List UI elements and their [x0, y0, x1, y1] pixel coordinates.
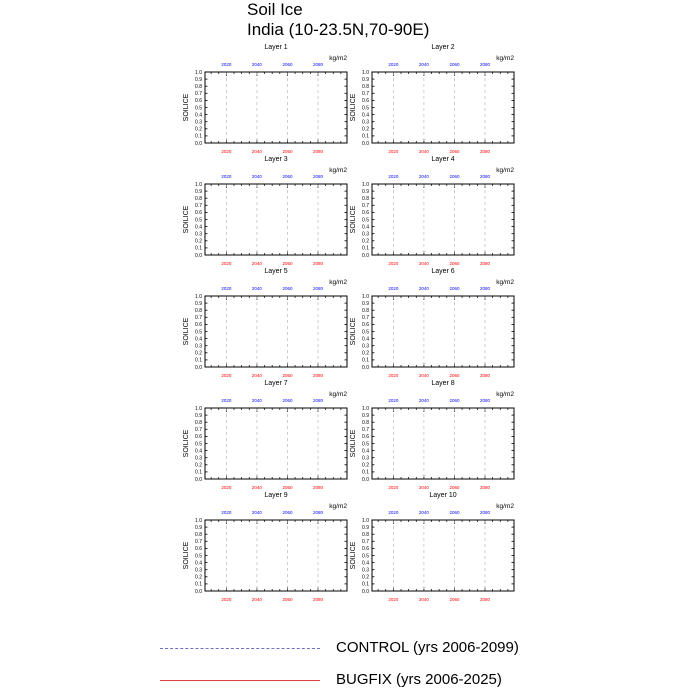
x-bottom-tick-label: 2060: [282, 373, 293, 378]
y-tick-label: 0.1: [362, 357, 369, 364]
y-tick-label: 0.1: [195, 357, 202, 364]
x-bottom-tick-label: 2080: [479, 261, 490, 266]
x-top-tick-label: 2080: [312, 286, 323, 291]
y-axis-label: SOILICE: [350, 205, 357, 234]
units-label: kg/m2: [329, 55, 347, 62]
panel-2: [350, 44, 514, 154]
x-top-tick-label: 2080: [479, 510, 490, 515]
y-tick-label: 0.4: [362, 112, 369, 119]
y-tick-label: 0.3: [195, 119, 202, 126]
x-top-tick-label: 2060: [282, 510, 293, 515]
legend-entry-bugfix: [160, 670, 580, 694]
y-tick-label: 0.2: [362, 462, 369, 469]
y-axis-label: SOILICE: [183, 93, 190, 122]
y-tick-label: 1.0: [195, 517, 202, 524]
x-top-tick-label: 2080: [312, 398, 323, 403]
y-tick-label: 0.0: [195, 476, 202, 483]
y-tick-label: 0.9: [195, 76, 202, 83]
y-tick-label: 0.0: [195, 252, 202, 259]
x-bottom-tick-label: 2060: [449, 373, 460, 378]
y-tick-label: 0.5: [362, 217, 369, 224]
x-bottom-tick-label: 2080: [479, 149, 490, 154]
y-axis-label: SOILICE: [350, 317, 357, 346]
y-axis-label: SOILICE: [183, 429, 190, 458]
x-bottom-tick-label: 2060: [449, 149, 460, 154]
y-axis-label: SOILICE: [183, 541, 190, 570]
y-tick-label: 0.8: [195, 532, 202, 538]
panel-title: Layer 2: [431, 44, 455, 51]
y-tick-label: 0.1: [195, 245, 202, 252]
x-top-tick-label: 2060: [449, 174, 460, 179]
y-tick-label: 0.7: [362, 427, 369, 434]
x-bottom-tick-label: 2080: [312, 597, 323, 602]
x-bottom-tick-label: 2080: [312, 485, 323, 490]
units-label: kg/m2: [329, 167, 347, 174]
y-tick-label: 0.1: [362, 133, 369, 140]
x-top-tick-label: 2060: [449, 510, 460, 515]
y-tick-label: 1.0: [195, 69, 202, 76]
x-top-tick-label: 2080: [479, 62, 490, 67]
x-top-tick-label: 2080: [479, 286, 490, 291]
x-bottom-tick-label: 2040: [251, 597, 262, 602]
y-axis-label: SOILICE: [183, 317, 190, 346]
y-tick-label: 0.0: [195, 588, 202, 595]
y-tick-label: 0.5: [362, 329, 369, 336]
x-top-tick-label: 2040: [251, 286, 262, 291]
x-bottom-tick-label: 2020: [221, 261, 232, 266]
panel-5: [183, 268, 347, 378]
x-bottom-tick-label: 2060: [449, 261, 460, 266]
x-top-tick-label: 2060: [449, 286, 460, 291]
y-tick-label: 0.0: [195, 140, 202, 147]
y-tick-label: 0.6: [195, 546, 202, 553]
legend-swatch-control: [160, 648, 320, 649]
x-top-tick-label: 2040: [418, 398, 429, 403]
x-bottom-tick-label: 2040: [251, 373, 262, 378]
y-tick-label: 0.0: [195, 364, 202, 371]
x-top-tick-label: 2060: [282, 174, 293, 179]
legend-label-control: CONTROL (yrs 2006-2099): [336, 639, 519, 656]
units-label: kg/m2: [496, 167, 514, 174]
y-tick-label: 0.2: [362, 126, 369, 133]
x-top-tick-label: 2020: [388, 286, 399, 291]
y-tick-label: 0.0: [362, 588, 369, 595]
x-top-tick-label: 2020: [221, 510, 232, 515]
chart-title: Soil Ice: [247, 0, 303, 19]
x-bottom-tick-label: 2080: [312, 149, 323, 154]
x-bottom-tick-label: 2060: [449, 597, 460, 602]
y-tick-label: 0.0: [362, 476, 369, 483]
x-top-tick-label: 2020: [388, 174, 399, 179]
x-bottom-tick-label: 2060: [282, 149, 293, 154]
panel-6: [350, 268, 514, 378]
y-tick-label: 0.6: [362, 322, 369, 329]
panel-1: [183, 44, 347, 154]
y-tick-label: 0.4: [362, 224, 369, 231]
y-tick-label: 0.3: [195, 567, 202, 574]
y-axis-label: SOILICE: [183, 205, 190, 234]
y-tick-label: 1.0: [362, 405, 369, 412]
x-bottom-tick-label: 2020: [388, 485, 399, 490]
y-tick-label: 0.2: [362, 350, 369, 357]
x-top-tick-label: 2080: [312, 510, 323, 515]
y-tick-label: 0.2: [195, 126, 202, 133]
x-top-tick-label: 2060: [282, 286, 293, 291]
y-tick-label: 0.3: [362, 119, 369, 126]
x-top-tick-label: 2020: [221, 286, 232, 291]
y-tick-label: 0.7: [195, 315, 202, 322]
x-bottom-tick-label: 2040: [251, 485, 262, 490]
x-top-tick-label: 2040: [251, 510, 262, 515]
y-tick-label: 0.4: [362, 448, 369, 455]
panel-9: [183, 492, 347, 602]
x-bottom-tick-label: 2040: [251, 261, 262, 266]
y-tick-label: 0.9: [362, 412, 369, 419]
x-bottom-tick-label: 2060: [282, 261, 293, 266]
y-tick-label: 0.7: [362, 203, 369, 210]
x-bottom-tick-label: 2020: [221, 597, 232, 602]
x-bottom-tick-label: 2020: [388, 597, 399, 602]
x-top-tick-label: 2040: [418, 286, 429, 291]
legend-swatch-bugfix: [160, 680, 320, 681]
x-bottom-tick-label: 2060: [449, 485, 460, 490]
x-bottom-tick-label: 2060: [282, 485, 293, 490]
y-tick-label: 0.9: [362, 524, 369, 531]
y-tick-label: 0.8: [362, 308, 369, 314]
y-tick-label: 0.7: [195, 91, 202, 98]
y-tick-label: 0.3: [195, 231, 202, 238]
y-tick-label: 0.6: [362, 210, 369, 217]
units-label: kg/m2: [496, 55, 514, 62]
units-label: kg/m2: [496, 391, 514, 398]
y-tick-label: 0.5: [195, 217, 202, 224]
x-top-tick-label: 2060: [282, 398, 293, 403]
y-tick-label: 0.0: [362, 252, 369, 259]
panel-title: Layer 7: [264, 380, 288, 387]
x-top-tick-label: 2020: [221, 398, 232, 403]
panel-10: [350, 492, 514, 602]
panel-title: Layer 1: [264, 44, 288, 51]
x-top-tick-label: 2040: [251, 62, 262, 67]
y-tick-label: 0.7: [362, 91, 369, 98]
x-bottom-tick-label: 2040: [418, 373, 429, 378]
x-bottom-tick-label: 2080: [312, 373, 323, 378]
panel-title: Layer 5: [264, 268, 288, 275]
y-tick-label: 0.6: [362, 98, 369, 105]
x-top-tick-label: 2080: [479, 174, 490, 179]
panel-title: Layer 4: [431, 156, 455, 163]
y-tick-label: 0.8: [362, 420, 369, 426]
x-bottom-tick-label: 2040: [418, 485, 429, 490]
x-top-tick-label: 2080: [312, 62, 323, 67]
y-tick-label: 0.9: [195, 412, 202, 419]
y-tick-label: 0.9: [195, 188, 202, 195]
x-top-tick-label: 2060: [282, 62, 293, 67]
x-top-tick-label: 2020: [388, 62, 399, 67]
x-bottom-tick-label: 2080: [479, 485, 490, 490]
panel-3: [183, 156, 347, 266]
units-label: kg/m2: [329, 279, 347, 286]
y-tick-label: 0.6: [195, 322, 202, 329]
y-tick-label: 0.5: [195, 105, 202, 112]
y-tick-label: 0.9: [362, 76, 369, 83]
units-label: kg/m2: [496, 503, 514, 510]
x-top-tick-label: 2060: [449, 398, 460, 403]
panel-title: Layer 3: [264, 156, 288, 163]
y-tick-label: 0.4: [195, 112, 202, 119]
legend-label-bugfix: BUGFIX (yrs 2006-2025): [336, 671, 502, 688]
y-tick-label: 0.4: [195, 560, 202, 567]
y-tick-label: 0.5: [362, 441, 369, 448]
y-tick-label: 1.0: [195, 181, 202, 188]
panel-title: Layer 8: [431, 380, 455, 387]
y-tick-label: 0.1: [195, 469, 202, 476]
y-tick-label: 0.4: [195, 448, 202, 455]
y-tick-label: 0.6: [195, 98, 202, 105]
y-tick-label: 0.9: [362, 300, 369, 307]
x-top-tick-label: 2040: [418, 510, 429, 515]
x-bottom-tick-label: 2020: [221, 485, 232, 490]
x-bottom-tick-label: 2040: [418, 597, 429, 602]
y-tick-label: 0.5: [362, 105, 369, 112]
y-tick-label: 0.8: [195, 420, 202, 426]
panel-title: Layer 10: [429, 492, 457, 499]
y-tick-label: 0.3: [362, 567, 369, 574]
y-axis-label: SOILICE: [350, 541, 357, 570]
x-bottom-tick-label: 2040: [418, 149, 429, 154]
y-tick-label: 0.7: [195, 427, 202, 434]
y-tick-label: 0.0: [362, 364, 369, 371]
y-tick-label: 1.0: [362, 181, 369, 188]
y-tick-label: 0.9: [195, 524, 202, 531]
y-tick-label: 0.8: [362, 196, 369, 202]
y-tick-label: 0.6: [195, 210, 202, 217]
y-tick-label: 0.7: [362, 539, 369, 546]
x-bottom-tick-label: 2020: [221, 373, 232, 378]
y-tick-label: 0.8: [195, 84, 202, 90]
x-bottom-tick-label: 2020: [388, 149, 399, 154]
x-top-tick-label: 2040: [418, 174, 429, 179]
x-top-tick-label: 2080: [312, 174, 323, 179]
y-tick-label: 0.3: [362, 455, 369, 462]
y-tick-label: 0.4: [362, 560, 369, 567]
y-tick-label: 0.3: [195, 455, 202, 462]
y-tick-label: 1.0: [362, 293, 369, 300]
y-axis-label: SOILICE: [350, 93, 357, 122]
y-tick-label: 0.2: [195, 238, 202, 245]
y-tick-label: 0.3: [362, 343, 369, 350]
y-tick-label: 0.9: [195, 300, 202, 307]
y-tick-label: 0.4: [195, 336, 202, 343]
x-bottom-tick-label: 2020: [388, 261, 399, 266]
y-tick-label: 0.6: [195, 434, 202, 441]
y-tick-label: 1.0: [362, 517, 369, 524]
x-bottom-tick-label: 2020: [388, 373, 399, 378]
y-tick-label: 0.7: [195, 539, 202, 546]
x-top-tick-label: 2020: [388, 398, 399, 403]
y-tick-label: 0.1: [195, 133, 202, 140]
y-tick-label: 0.8: [195, 196, 202, 202]
y-axis-label: SOILICE: [350, 429, 357, 458]
x-top-tick-label: 2080: [479, 398, 490, 403]
y-tick-label: 0.1: [362, 469, 369, 476]
x-bottom-tick-label: 2020: [221, 149, 232, 154]
y-tick-label: 0.2: [362, 574, 369, 581]
y-tick-label: 0.5: [362, 553, 369, 560]
legend-entry-control: [160, 638, 580, 662]
y-tick-label: 0.2: [362, 238, 369, 245]
x-top-tick-label: 2020: [221, 174, 232, 179]
y-tick-label: 0.2: [195, 574, 202, 581]
x-bottom-tick-label: 2040: [418, 261, 429, 266]
y-tick-label: 1.0: [195, 405, 202, 412]
x-top-tick-label: 2020: [388, 510, 399, 515]
units-label: kg/m2: [496, 279, 514, 286]
x-bottom-tick-label: 2080: [479, 373, 490, 378]
y-tick-label: 0.7: [195, 203, 202, 210]
units-label: kg/m2: [329, 391, 347, 398]
panel-title: Layer 6: [431, 268, 455, 275]
y-tick-label: 0.7: [362, 315, 369, 322]
panel-4: [350, 156, 514, 266]
y-tick-label: 1.0: [362, 69, 369, 76]
y-tick-label: 0.6: [362, 546, 369, 553]
y-tick-label: 0.4: [195, 224, 202, 231]
panel-7: [183, 380, 347, 490]
y-tick-label: 0.9: [362, 188, 369, 195]
x-bottom-tick-label: 2080: [479, 597, 490, 602]
y-tick-label: 0.5: [195, 329, 202, 336]
y-tick-label: 0.6: [362, 434, 369, 441]
y-tick-label: 0.3: [362, 231, 369, 238]
panel-title: Layer 9: [264, 492, 288, 499]
y-tick-label: 0.1: [362, 245, 369, 252]
x-top-tick-label: 2040: [251, 398, 262, 403]
x-bottom-tick-label: 2060: [282, 597, 293, 602]
x-top-tick-label: 2020: [221, 62, 232, 67]
y-tick-label: 0.2: [195, 350, 202, 357]
y-tick-label: 0.3: [195, 343, 202, 350]
y-tick-label: 0.8: [362, 84, 369, 90]
units-label: kg/m2: [329, 503, 347, 510]
x-top-tick-label: 2040: [418, 62, 429, 67]
y-tick-label: 0.2: [195, 462, 202, 469]
y-tick-label: 0.0: [362, 140, 369, 147]
y-tick-label: 1.0: [195, 293, 202, 300]
x-bottom-tick-label: 2040: [251, 149, 262, 154]
y-tick-label: 0.5: [195, 553, 202, 560]
y-tick-label: 0.8: [362, 532, 369, 538]
y-tick-label: 0.5: [195, 441, 202, 448]
x-top-tick-label: 2040: [251, 174, 262, 179]
chart-subtitle: India (10-23.5N,70-90E): [247, 20, 430, 39]
y-tick-label: 0.4: [362, 336, 369, 343]
y-tick-label: 0.8: [195, 308, 202, 314]
y-tick-label: 0.1: [362, 581, 369, 588]
panel-8: [350, 380, 514, 490]
y-tick-label: 0.1: [195, 581, 202, 588]
x-top-tick-label: 2060: [449, 62, 460, 67]
x-bottom-tick-label: 2080: [312, 261, 323, 266]
